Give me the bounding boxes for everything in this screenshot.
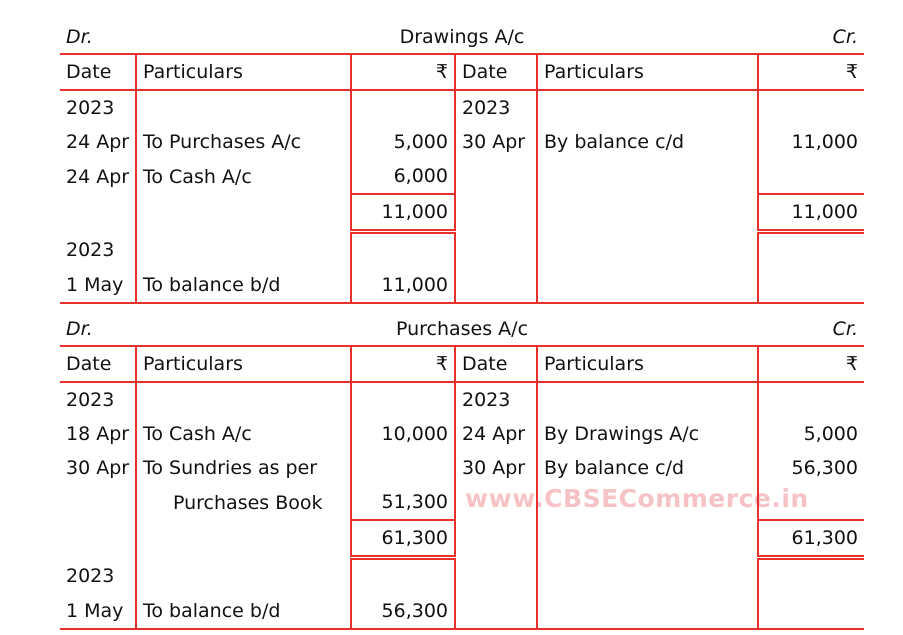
amount-header: ₹ (758, 54, 864, 90)
credit-amount (758, 382, 864, 417)
credit-particulars (537, 382, 758, 417)
column-header-row (60, 346, 864, 382)
debit-total: 11,000 (351, 194, 455, 232)
debit-particulars (136, 558, 351, 595)
credit-particulars (537, 520, 758, 558)
debit-date: 30 Apr (66, 457, 130, 479)
debit-date (60, 194, 136, 232)
purchases-ledger (60, 310, 864, 630)
debit-particulars: To Cash A/c (136, 417, 351, 451)
ledger-row (60, 90, 864, 125)
credit-amount: 11,000 (758, 125, 864, 159)
date-header: Date (60, 346, 136, 382)
amount-header: ₹ (758, 346, 864, 382)
debit-date: 2023 (66, 564, 115, 587)
debit-date: 18 Apr (66, 423, 130, 445)
credit-amount: 56,300 (758, 451, 864, 485)
drawings-table (60, 53, 864, 304)
debit-particulars: To Purchases A/c (136, 125, 351, 159)
site-watermark: www.CBSECommerce.in (465, 484, 809, 513)
ledger-row (60, 382, 864, 417)
credit-amount (758, 558, 864, 595)
amount-header: ₹ (351, 346, 455, 382)
ledger-row (60, 451, 864, 485)
debit-particulars (136, 382, 351, 417)
credit-label: Cr. (832, 26, 858, 48)
credit-particulars: By Drawings A/c (537, 417, 758, 451)
debit-amount: 6,000 (351, 159, 455, 194)
debit-total: 61,300 (351, 520, 455, 558)
debit-amount: 11,000 (351, 268, 455, 303)
debit-date: 1 May (60, 268, 136, 303)
total-row (60, 520, 864, 558)
ledger-title: Purchases A/c (395, 318, 529, 340)
debit-date: 24 Apr (66, 131, 130, 153)
debit-date (60, 485, 136, 520)
credit-particulars (537, 90, 758, 125)
credit-amount (758, 268, 864, 303)
debit-amount: 56,300 (351, 594, 455, 629)
date-header: Date (60, 54, 136, 90)
credit-particulars (537, 558, 758, 595)
debit-particulars (136, 520, 351, 558)
debit-date: 24 Apr (66, 165, 130, 188)
ledger-row (60, 159, 864, 194)
credit-label: Cr. (832, 318, 858, 340)
credit-date (455, 159, 537, 194)
credit-amount (758, 594, 864, 629)
credit-particulars: By balance c/d (537, 451, 758, 485)
debit-amount (351, 90, 455, 125)
credit-date (455, 232, 537, 269)
debit-amount: 10,000 (351, 417, 455, 451)
ledger-row (60, 232, 864, 269)
particulars-header: Particulars (537, 346, 758, 382)
debit-particulars: To balance b/d (136, 268, 351, 303)
debit-date: 1 May (60, 594, 136, 629)
debit-particulars: To balance b/d (136, 594, 351, 629)
debit-particulars (136, 90, 351, 125)
credit-date: 24 Apr (455, 417, 537, 451)
ledger-row (60, 558, 864, 595)
date-header: Date (455, 54, 537, 90)
credit-particulars (537, 232, 758, 269)
credit-particulars: By balance c/d (537, 125, 758, 159)
debit-particulars: Purchases Book (136, 485, 351, 520)
debit-particulars: To Cash A/c (136, 159, 351, 194)
ledger-title: Drawings A/c (399, 26, 525, 48)
total-row (60, 194, 864, 232)
credit-date: 2023 (455, 382, 537, 417)
ledger-row (60, 268, 864, 303)
debit-amount (351, 232, 455, 269)
credit-date (455, 268, 537, 303)
credit-date (455, 520, 537, 558)
credit-amount (758, 159, 864, 194)
credit-date (455, 594, 537, 629)
credit-date: 30 Apr (455, 125, 537, 159)
ledger-header (60, 310, 864, 345)
credit-date (455, 558, 537, 595)
credit-amount (758, 90, 864, 125)
particulars-header: Particulars (136, 54, 351, 90)
ledger-header (60, 18, 864, 53)
credit-date: 30 Apr (455, 451, 537, 485)
ledger-row (60, 417, 864, 451)
credit-particulars (537, 194, 758, 232)
debit-date (60, 520, 136, 558)
credit-total: 11,000 (758, 194, 864, 232)
amount-header: ₹ (351, 54, 455, 90)
debit-date: 2023 (66, 238, 115, 261)
debit-amount (351, 382, 455, 417)
debit-amount (351, 451, 455, 485)
particulars-header: Particulars (537, 54, 758, 90)
credit-date: 2023 (455, 90, 537, 125)
debit-particulars: To Sundries as per (136, 451, 351, 485)
debit-amount: 5,000 (351, 125, 455, 159)
credit-particulars (537, 268, 758, 303)
debit-particulars (136, 232, 351, 269)
debit-amount (351, 558, 455, 595)
debit-particulars (136, 194, 351, 232)
particulars-header: Particulars (136, 346, 351, 382)
drawings-ledger (60, 18, 864, 304)
credit-amount: 5,000 (758, 417, 864, 451)
debit-label: Dr. (66, 26, 93, 48)
ledger-row (60, 125, 864, 159)
credit-amount (758, 232, 864, 269)
credit-total: 61,300 (758, 520, 864, 558)
debit-date: 2023 (66, 389, 115, 411)
credit-particulars (537, 594, 758, 629)
debit-date: 2023 (66, 97, 115, 119)
debit-amount: 51,300 (351, 485, 455, 520)
debit-label: Dr. (66, 318, 93, 340)
credit-particulars (537, 159, 758, 194)
credit-date (455, 194, 537, 232)
date-header: Date (455, 346, 537, 382)
ledger-row (60, 594, 864, 629)
column-header-row (60, 54, 864, 90)
